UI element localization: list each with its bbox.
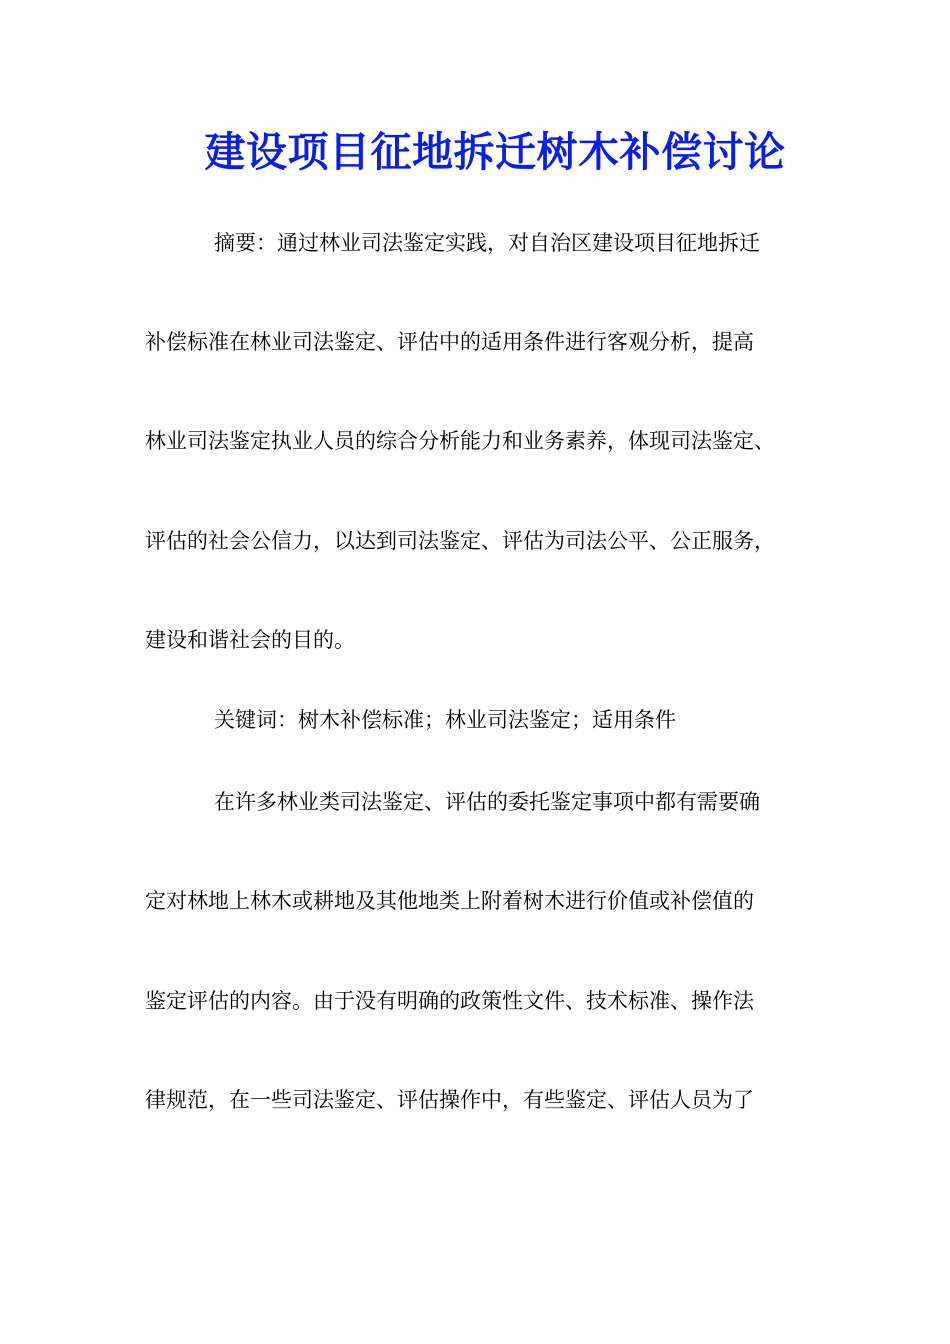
abstract-line: 林业司法鉴定执业人员的综合分析能力和业务素养，体现司法鉴定、: [145, 429, 775, 453]
keywords-line: 关键词：树木补偿标准；林业司法鉴定；适用条件: [214, 708, 676, 732]
document-title: 建设项目征地拆迁树木补偿讨论: [204, 128, 786, 176]
body-line: 鉴定评估的内容。由于没有明确的政策性文件、技术标准、操作法: [145, 989, 754, 1013]
body-line: 律规范，在一些司法鉴定、评估操作中，有些鉴定、评估人员为了: [145, 1088, 754, 1112]
abstract-line: 补偿标准在林业司法鉴定、评估中的适用条件进行客观分析，提高: [145, 330, 754, 354]
abstract-line: 评估的社会公信力，以达到司法鉴定、评估为司法公平、公正服务，: [145, 529, 775, 553]
abstract-line: 摘要：通过林业司法鉴定实践，对自治区建设项目征地拆迁: [214, 231, 760, 255]
abstract-line: 建设和谐社会的目的。: [145, 628, 355, 652]
body-line: 在许多林业类司法鉴定、评估的委托鉴定事项中都有需要确: [214, 790, 760, 814]
body-line: 定对林地上林木或耕地及其他地类上附着树木进行价值或补偿值的: [145, 889, 754, 913]
